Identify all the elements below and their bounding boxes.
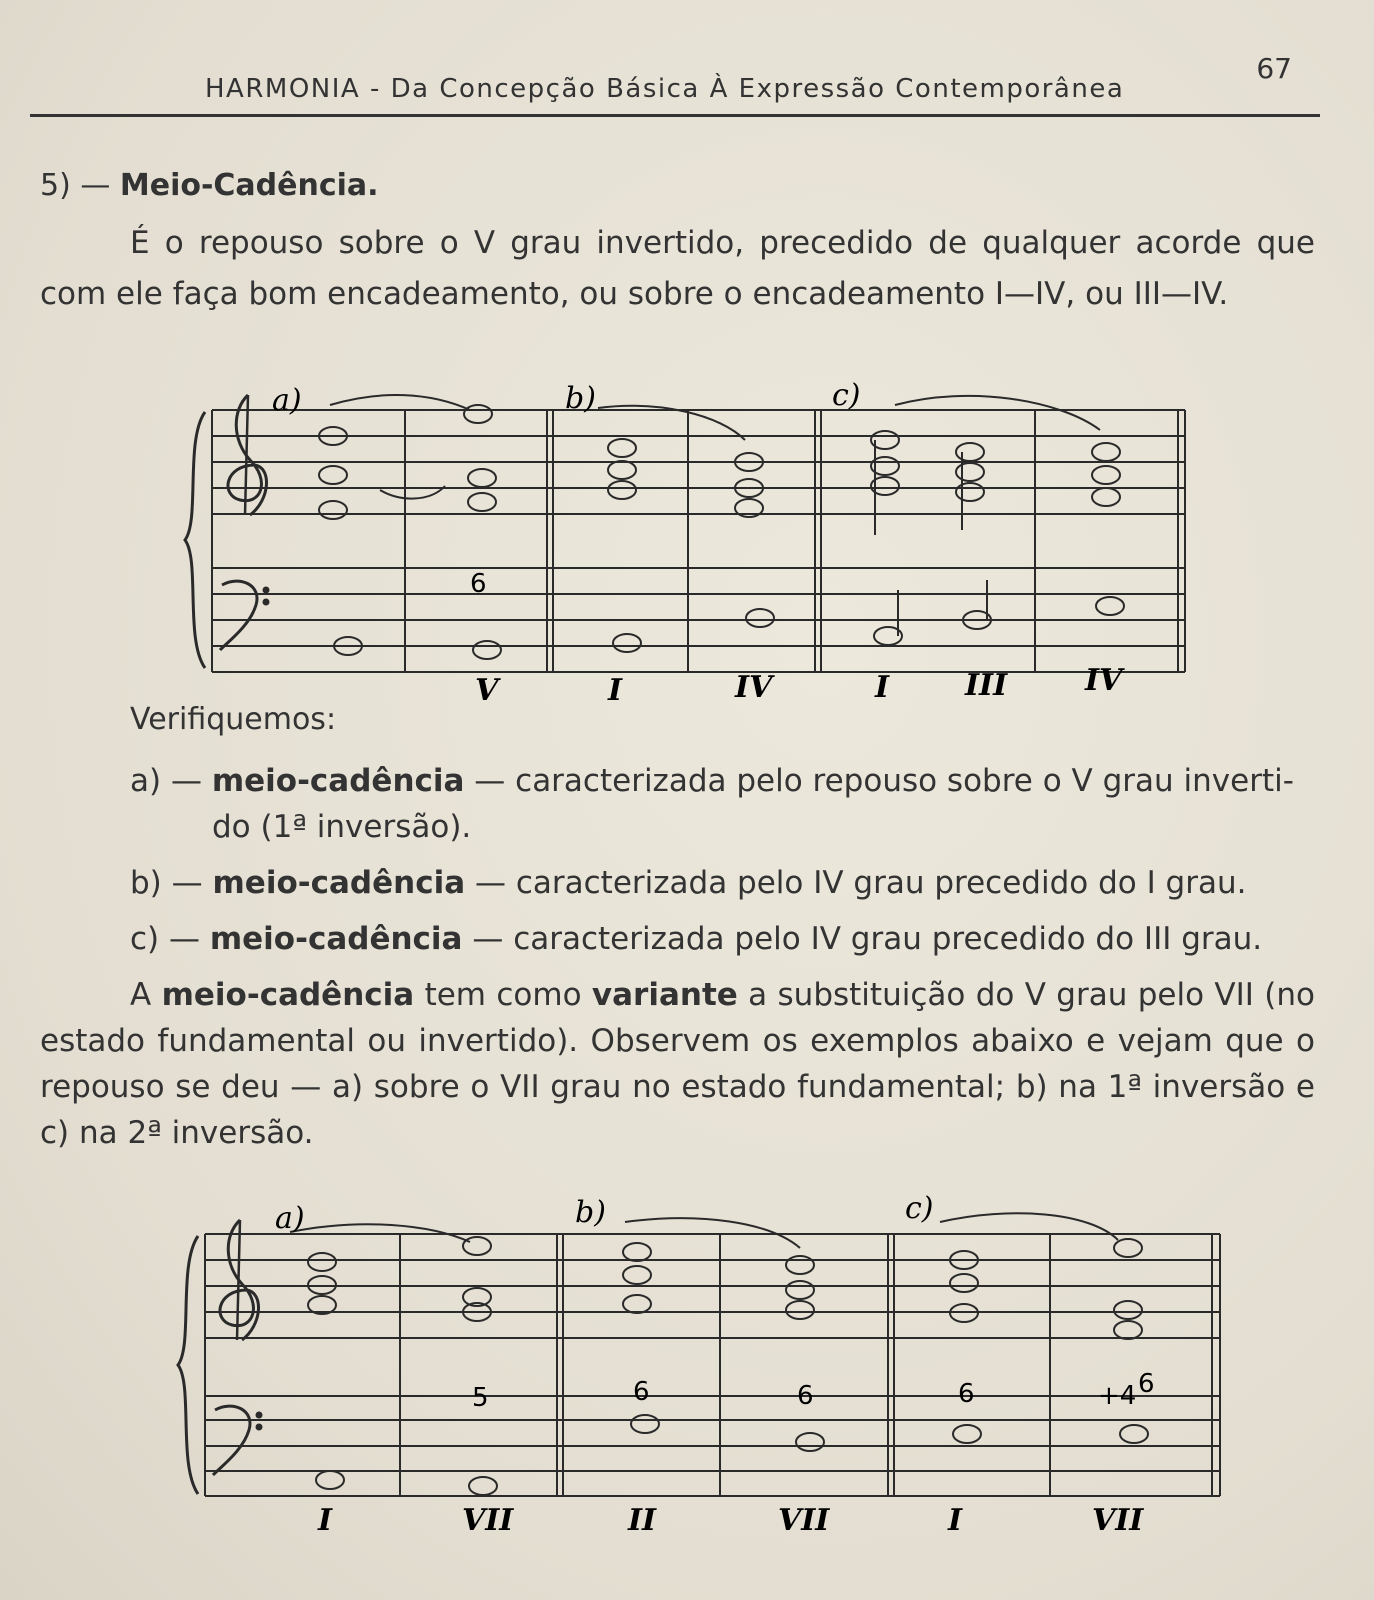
item-a-prefix: a) —	[130, 763, 202, 799]
p2-bold-2: variante	[591, 977, 738, 1013]
item-b-term: meio-cadência	[212, 865, 466, 901]
item-c-text: — caracterizada pelo IV grau precedido do III grau.	[462, 921, 1263, 957]
item-a-continuation: do (1ª inversão).	[212, 809, 472, 845]
ex1-label-b: b)	[565, 381, 596, 416]
ex2-figure-1: 5	[472, 1383, 489, 1413]
ex2-label-c: c)	[905, 1191, 934, 1226]
ex1-roman-6: IV	[1085, 663, 1123, 698]
item-b-prefix: b) —	[130, 865, 203, 901]
ex2-figure-2: 6	[633, 1377, 650, 1407]
ex1-roman-1: V	[475, 673, 499, 708]
item-c-prefix: c) —	[130, 921, 200, 957]
item-c-term: meio-cadência	[209, 921, 463, 957]
item-b-text: — caracterizada pelo IV grau precedido do I grau.	[465, 865, 1247, 901]
ex2-figure-5: +4	[1098, 1381, 1137, 1411]
ex1-roman-2: I	[608, 673, 623, 708]
p2-bold-1: meio-cadência	[161, 977, 415, 1013]
ex2-roman-6: VII	[1092, 1503, 1144, 1538]
ex1-roman-4: I	[875, 670, 890, 705]
ex2-roman-2: VII	[462, 1503, 514, 1538]
section-title: Meio-Cadência.	[119, 168, 379, 203]
p2-text-2: tem como	[414, 977, 592, 1013]
page-number: 67	[1256, 52, 1292, 85]
verify-label: Verifiquemos:	[130, 702, 337, 737]
ex2-label-a: a)	[275, 1201, 305, 1236]
ex2-label-b: b)	[575, 1195, 606, 1230]
header-title: HARMONIA - Da Concepção Básica À Expressão Contemporânea	[205, 74, 1125, 104]
ex1-roman-3: IV	[735, 670, 773, 705]
p2-text-1: A	[130, 977, 162, 1013]
ex1-roman-5: III	[965, 668, 1008, 703]
ex1-label-c: c)	[832, 378, 861, 413]
item-a-term: meio-cadência	[211, 763, 465, 799]
paragraph-definition: É o repouso sobre o V grau invertido, precedido de qualquer acorde que com ele faça bom encadeamento, ou sobre o encadeamento I—IV, ou III—IV.	[40, 225, 1315, 312]
ex2-roman-3: II	[628, 1503, 657, 1538]
ex1-figure: 6	[470, 569, 487, 599]
p2-text-3: a substituição do V grau pelo VII (no estado fundamental ou invertido). Observem os exemplos abaixo e vejam que o repouso se deu — a) sobre o VII grau no estado fundamental; b) na 1ª inversão e c) na 2ª inversão.	[40, 977, 1316, 1151]
ex2-roman-1: I	[318, 1503, 333, 1538]
ex2-roman-4: VII	[778, 1503, 830, 1538]
ex2-figure-6: 6	[1138, 1369, 1155, 1399]
ex2-roman-5: I	[948, 1503, 963, 1538]
section-number: 5) —	[40, 168, 111, 203]
item-a-text: — caracterizada pelo repouso sobre o V grau inverti-	[464, 763, 1294, 799]
ex1-label-a: a)	[272, 383, 302, 418]
ex2-figure-3: 6	[797, 1381, 814, 1411]
ex2-figure-4: 6	[958, 1379, 975, 1409]
